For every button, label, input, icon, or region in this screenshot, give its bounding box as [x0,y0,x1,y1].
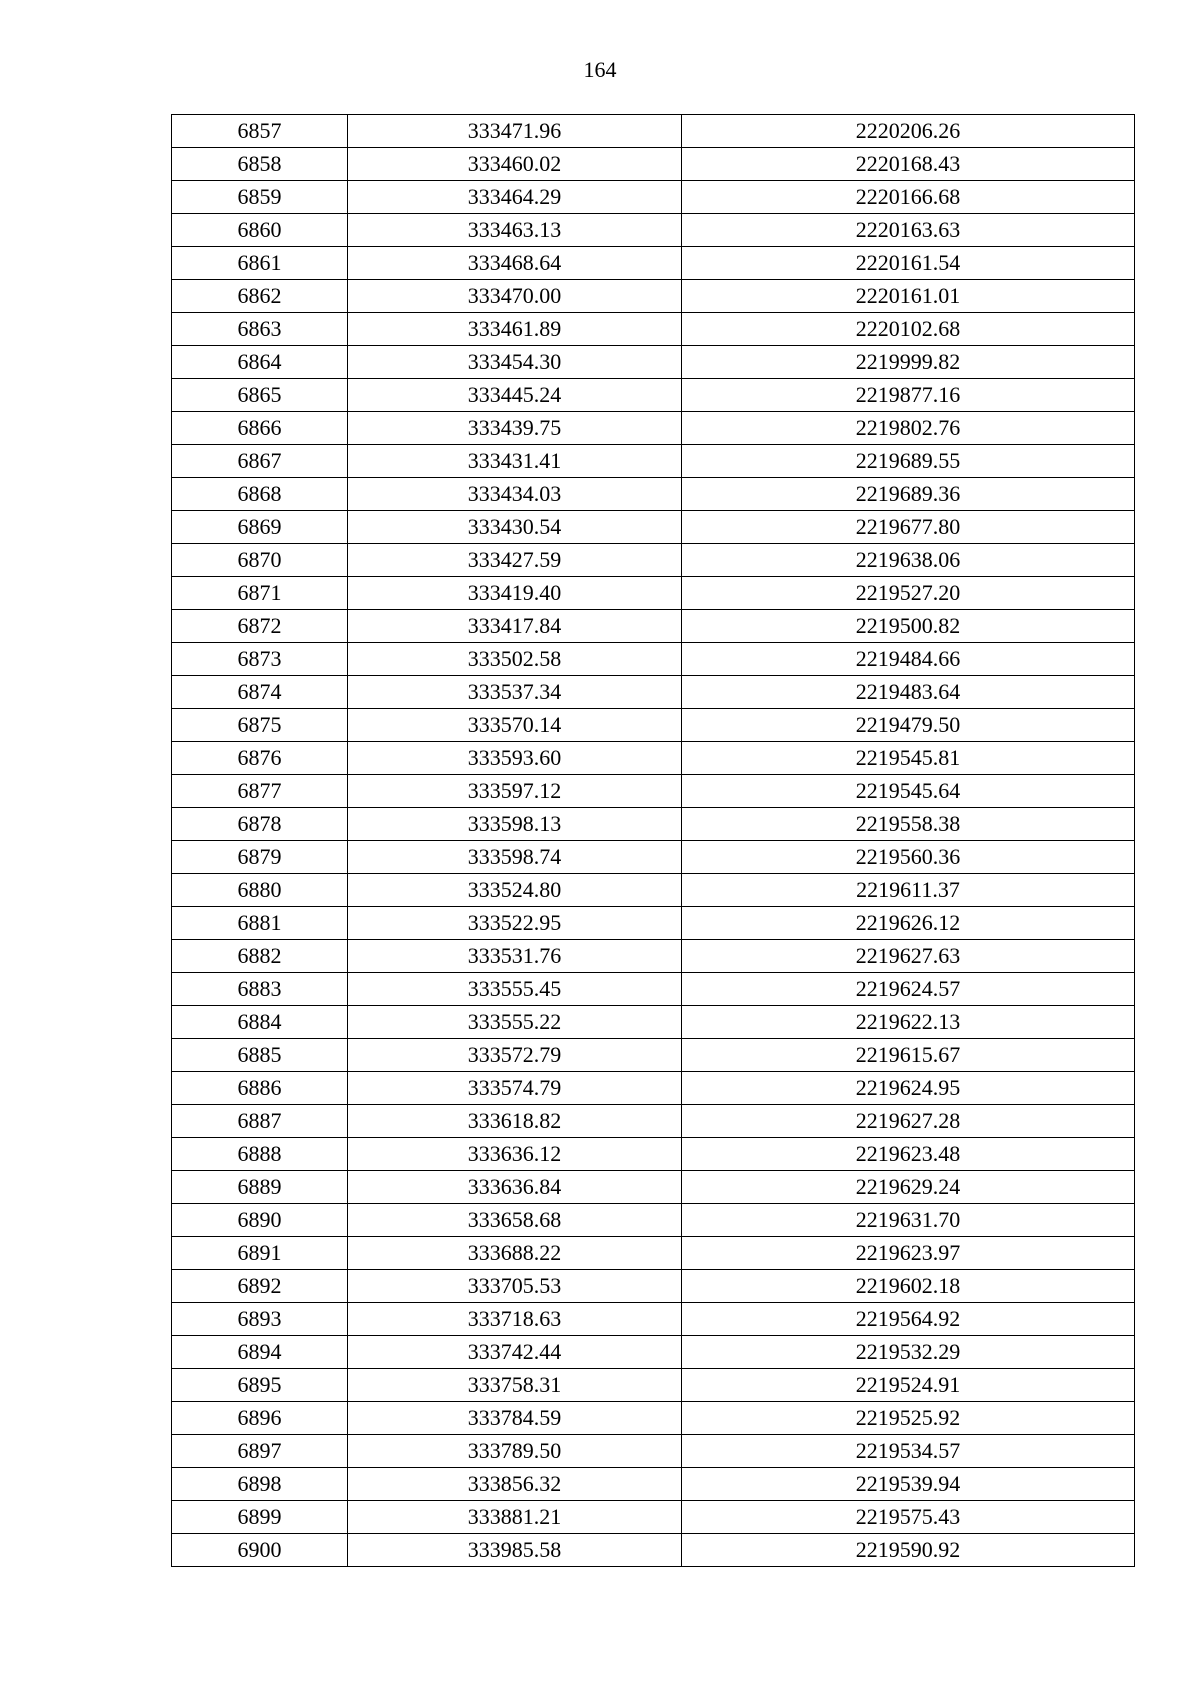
table-row [172,1204,1135,1237]
table-row [172,940,1135,973]
y-coordinate-cell: 2219483.64 [682,676,1135,709]
y-coordinate-cell: 2219626.12 [682,907,1135,940]
point-number-cell: 6893 [172,1303,348,1336]
x-coordinate-cell: 333434.03 [348,478,682,511]
y-coordinate-cell: 2219532.29 [682,1336,1135,1369]
x-coordinate-cell: 333688.22 [348,1237,682,1270]
point-number-cell: 6878 [172,808,348,841]
table-row [172,148,1135,181]
table-row [172,445,1135,478]
x-coordinate-cell: 333636.12 [348,1138,682,1171]
table-row [172,280,1135,313]
y-coordinate-cell: 2219802.76 [682,412,1135,445]
point-number-cell: 6875 [172,709,348,742]
point-number-cell: 6892 [172,1270,348,1303]
point-number-cell: 6876 [172,742,348,775]
x-coordinate-cell: 333427.59 [348,544,682,577]
x-coordinate-cell: 333524.80 [348,874,682,907]
x-coordinate-cell: 333574.79 [348,1072,682,1105]
point-number-cell: 6886 [172,1072,348,1105]
x-coordinate-cell: 333555.45 [348,973,682,1006]
table-row [172,610,1135,643]
point-number-cell: 6866 [172,412,348,445]
table-row [172,1402,1135,1435]
y-coordinate-cell: 2219525.92 [682,1402,1135,1435]
y-coordinate-cell: 2219484.66 [682,643,1135,676]
x-coordinate-cell: 333618.82 [348,1105,682,1138]
table-row [172,1534,1135,1567]
table-row [172,1336,1135,1369]
y-coordinate-cell: 2219539.94 [682,1468,1135,1501]
y-coordinate-cell: 2220168.43 [682,148,1135,181]
table-row [172,874,1135,907]
table-row [172,973,1135,1006]
table-row [172,1303,1135,1336]
coordinates-table-body [172,115,1135,1567]
point-number-cell: 6868 [172,478,348,511]
x-coordinate-cell: 333502.58 [348,643,682,676]
x-coordinate-cell: 333985.58 [348,1534,682,1567]
point-number-cell: 6887 [172,1105,348,1138]
x-coordinate-cell: 333598.74 [348,841,682,874]
table-row [172,511,1135,544]
table-row [172,1039,1135,1072]
x-coordinate-cell: 333454.30 [348,346,682,379]
y-coordinate-cell: 2219558.38 [682,808,1135,841]
point-number-cell: 6863 [172,313,348,346]
y-coordinate-cell: 2219545.64 [682,775,1135,808]
point-number-cell: 6864 [172,346,348,379]
point-number-cell: 6885 [172,1039,348,1072]
x-coordinate-cell: 333460.02 [348,148,682,181]
y-coordinate-cell: 2219627.28 [682,1105,1135,1138]
table-row [172,478,1135,511]
point-number-cell: 6867 [172,445,348,478]
x-coordinate-cell: 333570.14 [348,709,682,742]
table-row [172,808,1135,841]
x-coordinate-cell: 333758.31 [348,1369,682,1402]
y-coordinate-cell: 2219611.37 [682,874,1135,907]
x-coordinate-cell: 333471.96 [348,115,682,148]
y-coordinate-cell: 2219479.50 [682,709,1135,742]
y-coordinate-cell: 2219534.57 [682,1435,1135,1468]
point-number-cell: 6880 [172,874,348,907]
table-row [172,1006,1135,1039]
y-coordinate-cell: 2220102.68 [682,313,1135,346]
y-coordinate-cell: 2220161.54 [682,247,1135,280]
table-row [172,181,1135,214]
table-row [172,544,1135,577]
table-row [172,1369,1135,1402]
x-coordinate-cell: 333593.60 [348,742,682,775]
point-number-cell: 6899 [172,1501,348,1534]
point-number-cell: 6883 [172,973,348,1006]
x-coordinate-cell: 333463.13 [348,214,682,247]
x-coordinate-cell: 333881.21 [348,1501,682,1534]
point-number-cell: 6882 [172,940,348,973]
point-number-cell: 6895 [172,1369,348,1402]
table-row [172,214,1135,247]
table-row [172,1501,1135,1534]
x-coordinate-cell: 333537.34 [348,676,682,709]
table-row [172,709,1135,742]
point-number-cell: 6889 [172,1171,348,1204]
table-row [172,907,1135,940]
y-coordinate-cell: 2219999.82 [682,346,1135,379]
table-row [172,379,1135,412]
x-coordinate-cell: 333445.24 [348,379,682,412]
table-row [172,1435,1135,1468]
point-number-cell: 6891 [172,1237,348,1270]
y-coordinate-cell: 2219627.63 [682,940,1135,973]
x-coordinate-cell: 333789.50 [348,1435,682,1468]
table-row [172,1072,1135,1105]
x-coordinate-cell: 333742.44 [348,1336,682,1369]
table-row [172,1468,1135,1501]
table-row [172,1105,1135,1138]
x-coordinate-cell: 333468.64 [348,247,682,280]
y-coordinate-cell: 2219623.48 [682,1138,1135,1171]
point-number-cell: 6870 [172,544,348,577]
table-row [172,742,1135,775]
y-coordinate-cell: 2219624.95 [682,1072,1135,1105]
point-number-cell: 6873 [172,643,348,676]
table-row [172,247,1135,280]
y-coordinate-cell: 2219615.67 [682,1039,1135,1072]
table-row [172,775,1135,808]
y-coordinate-cell: 2219545.81 [682,742,1135,775]
table-row [172,1270,1135,1303]
y-coordinate-cell: 2219564.92 [682,1303,1135,1336]
x-coordinate-cell: 333431.41 [348,445,682,478]
point-number-cell: 6857 [172,115,348,148]
x-coordinate-cell: 333784.59 [348,1402,682,1435]
x-coordinate-cell: 333718.63 [348,1303,682,1336]
y-coordinate-cell: 2219500.82 [682,610,1135,643]
x-coordinate-cell: 333598.13 [348,808,682,841]
y-coordinate-cell: 2219877.16 [682,379,1135,412]
x-coordinate-cell: 333464.29 [348,181,682,214]
y-coordinate-cell: 2219629.24 [682,1171,1135,1204]
x-coordinate-cell: 333419.40 [348,577,682,610]
page-number: 164 [583,57,617,82]
table-row [172,1171,1135,1204]
point-number-cell: 6881 [172,907,348,940]
y-coordinate-cell: 2219602.18 [682,1270,1135,1303]
table-row [172,676,1135,709]
y-coordinate-cell: 2220161.01 [682,280,1135,313]
point-number-cell: 6879 [172,841,348,874]
table-row [172,1138,1135,1171]
y-coordinate-cell: 2219623.97 [682,1237,1135,1270]
point-number-cell: 6888 [172,1138,348,1171]
table-row [172,346,1135,379]
y-coordinate-cell: 2220206.26 [682,115,1135,148]
table-row [172,115,1135,148]
x-coordinate-cell: 333417.84 [348,610,682,643]
point-number-cell: 6896 [172,1402,348,1435]
point-number-cell: 6897 [172,1435,348,1468]
y-coordinate-cell: 2220166.68 [682,181,1135,214]
y-coordinate-cell: 2219590.92 [682,1534,1135,1567]
y-coordinate-cell: 2219677.80 [682,511,1135,544]
x-coordinate-cell: 333439.75 [348,412,682,445]
point-number-cell: 6874 [172,676,348,709]
point-number-cell: 6862 [172,280,348,313]
y-coordinate-cell: 2219527.20 [682,577,1135,610]
x-coordinate-cell: 333522.95 [348,907,682,940]
point-number-cell: 6884 [172,1006,348,1039]
point-number-cell: 6869 [172,511,348,544]
x-coordinate-cell: 333531.76 [348,940,682,973]
table-row [172,1237,1135,1270]
table-row [172,577,1135,610]
table-row [172,643,1135,676]
y-coordinate-cell: 2220163.63 [682,214,1135,247]
point-number-cell: 6872 [172,610,348,643]
x-coordinate-cell: 333555.22 [348,1006,682,1039]
x-coordinate-cell: 333597.12 [348,775,682,808]
x-coordinate-cell: 333470.00 [348,280,682,313]
x-coordinate-cell: 333856.32 [348,1468,682,1501]
y-coordinate-cell: 2219624.57 [682,973,1135,1006]
point-number-cell: 6894 [172,1336,348,1369]
point-number-cell: 6898 [172,1468,348,1501]
table-row [172,412,1135,445]
coordinates-table [171,114,1135,1567]
point-number-cell: 6877 [172,775,348,808]
x-coordinate-cell: 333636.84 [348,1171,682,1204]
table-row [172,841,1135,874]
point-number-cell: 6859 [172,181,348,214]
point-number-cell: 6900 [172,1534,348,1567]
table-row [172,313,1135,346]
y-coordinate-cell: 2219631.70 [682,1204,1135,1237]
y-coordinate-cell: 2219638.06 [682,544,1135,577]
y-coordinate-cell: 2219622.13 [682,1006,1135,1039]
y-coordinate-cell: 2219560.36 [682,841,1135,874]
x-coordinate-cell: 333461.89 [348,313,682,346]
x-coordinate-cell: 333658.68 [348,1204,682,1237]
y-coordinate-cell: 2219689.36 [682,478,1135,511]
x-coordinate-cell: 333430.54 [348,511,682,544]
point-number-cell: 6865 [172,379,348,412]
point-number-cell: 6890 [172,1204,348,1237]
point-number-cell: 6871 [172,577,348,610]
point-number-cell: 6861 [172,247,348,280]
y-coordinate-cell: 2219524.91 [682,1369,1135,1402]
y-coordinate-cell: 2219575.43 [682,1501,1135,1534]
point-number-cell: 6860 [172,214,348,247]
x-coordinate-cell: 333705.53 [348,1270,682,1303]
x-coordinate-cell: 333572.79 [348,1039,682,1072]
point-number-cell: 6858 [172,148,348,181]
y-coordinate-cell: 2219689.55 [682,445,1135,478]
